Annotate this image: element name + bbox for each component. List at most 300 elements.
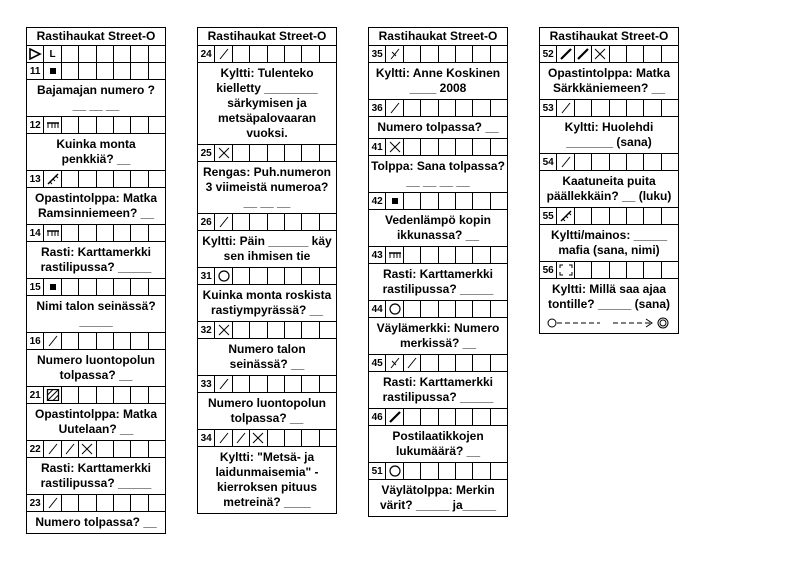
slash-icon: [386, 100, 403, 116]
slash-slash-cross-icon: [233, 430, 250, 446]
empty-cell: [114, 63, 131, 79]
control-question: Kyltti: Huolehdi _______ (sana): [540, 117, 678, 154]
control-number: 34: [198, 430, 215, 446]
control-question: Kuinka monta penkkiä? __: [27, 134, 165, 171]
empty-cell: [131, 333, 148, 349]
empty-cell: [114, 441, 131, 457]
empty-cell: [302, 376, 319, 392]
control-question: Bajamajan numero ? __ __ __: [27, 80, 165, 117]
cross-icon: [386, 139, 403, 155]
empty-cell: [421, 247, 438, 263]
empty-cell: [644, 154, 661, 170]
empty-cell: [62, 333, 79, 349]
control-number: 51: [369, 463, 386, 479]
control-row: [369, 139, 507, 156]
control-number: 31: [198, 268, 215, 284]
empty-cell: [131, 117, 148, 133]
empty-cell: [250, 145, 267, 161]
control-row: [369, 355, 507, 372]
control-number: 42: [369, 193, 386, 209]
empty-cell: [627, 154, 644, 170]
empty-cell: [97, 63, 114, 79]
empty-cell: [473, 355, 490, 371]
control-question: Tolppa: Sana tolpassa? __ __ __ __: [369, 156, 507, 193]
start-triangle-icon: [27, 46, 44, 62]
empty-cell: [62, 117, 79, 133]
empty-cell: [473, 46, 490, 62]
empty-cell: [149, 495, 165, 511]
empty-cell: [439, 355, 456, 371]
control-row: [369, 100, 507, 117]
slash-slash-cross-icon: [79, 441, 96, 457]
empty-cell: [114, 225, 131, 241]
bold-slash-icon: [386, 409, 403, 425]
empty-cell: [302, 322, 319, 338]
slash-icon: [215, 214, 232, 230]
control-row: [27, 333, 165, 350]
bold-slash-slash-cross-icon: [592, 46, 609, 62]
control-row: [27, 279, 165, 296]
control-question: Kyltti: Päin ______ käy sen ihmisen tie: [198, 231, 336, 268]
empty-cell: [250, 376, 267, 392]
crossed-slash-icon: [386, 46, 403, 62]
empty-cell: [79, 495, 96, 511]
empty-cell: [302, 145, 319, 161]
empty-cell: [79, 279, 96, 295]
empty-cell: [439, 193, 456, 209]
empty-cell: [131, 387, 148, 403]
empty-cell: [79, 333, 96, 349]
empty-cell: [456, 247, 473, 263]
empty-cell: [268, 322, 285, 338]
empty-cell: [421, 355, 438, 371]
card-title: Rastihaukat Street-O: [369, 28, 507, 46]
empty-cell: [131, 171, 148, 187]
circle-icon: [215, 268, 232, 284]
empty-cell: [404, 409, 421, 425]
control-question: Rasti: Karttamerkki rastilipussa? _____: [27, 458, 165, 495]
empty-cell: [149, 441, 165, 457]
control-number: 12: [27, 117, 44, 133]
empty-cell: [97, 225, 114, 241]
control-question: Väylätolppa: Merkin värit? _____ ja_____: [379, 483, 497, 512]
empty-cell: [131, 495, 148, 511]
control-row: [198, 268, 336, 285]
empty-cell: [404, 193, 421, 209]
slash-icon: [215, 46, 232, 62]
slash-slash-cross-icon: [215, 430, 232, 446]
empty-cell: [62, 225, 79, 241]
empty-cell: [79, 63, 96, 79]
bench-icon: [44, 117, 61, 133]
control-number: 24: [198, 46, 215, 62]
empty-cell: [575, 100, 592, 116]
empty-cell: [575, 262, 592, 278]
stairs-icon: [44, 171, 61, 187]
empty-cell: [62, 63, 79, 79]
empty-cell: [62, 171, 79, 187]
empty-cell: [627, 100, 644, 116]
empty-cell: [404, 247, 421, 263]
empty-cell: [404, 139, 421, 155]
empty-cell: [421, 409, 438, 425]
square-icon: [44, 279, 61, 295]
control-question: Rengas: Puh.numeron 3 viimeistä numeroa? __ __ __: [198, 162, 336, 214]
control-row: [198, 46, 336, 63]
control-number: 45: [369, 355, 386, 371]
empty-cell: [97, 171, 114, 187]
empty-cell: [285, 322, 302, 338]
bench-icon: [386, 247, 403, 263]
control-question: Opastintolppa: Matka Uutelaan? __: [27, 404, 165, 441]
card-title: Rastihaukat Street-O: [27, 28, 165, 46]
slash-icon: [44, 333, 61, 349]
empty-cell: [491, 100, 507, 116]
start-label: L: [44, 46, 61, 62]
control-number: 52: [540, 46, 557, 62]
empty-cell: [456, 193, 473, 209]
control-row: [540, 46, 678, 63]
control-number: 55: [540, 208, 557, 224]
card-column-3: [368, 27, 508, 517]
circle-icon: [386, 301, 403, 317]
control-row: [369, 409, 507, 426]
empty-cell: [97, 117, 114, 133]
empty-cell: [302, 268, 319, 284]
control-question: Postilaatikkojen lukumäärä? __: [369, 426, 507, 463]
slash-icon: [44, 495, 61, 511]
empty-cell: [456, 355, 473, 371]
empty-cell: [662, 262, 678, 278]
empty-cell: [320, 46, 336, 62]
control-number: 13: [27, 171, 44, 187]
empty-cell: [131, 63, 148, 79]
empty-cell: [439, 100, 456, 116]
circle-dash-icon: [545, 317, 605, 332]
control-number: 56: [540, 262, 557, 278]
slash-slash-cross-icon: [250, 430, 267, 446]
empty-cell: [627, 208, 644, 224]
empty-cell: [439, 46, 456, 62]
empty-cell: [131, 441, 148, 457]
empty-cell: [320, 145, 336, 161]
control-row: [27, 171, 165, 188]
empty-cell: [97, 333, 114, 349]
empty-cell: [233, 46, 250, 62]
empty-cell: [268, 376, 285, 392]
empty-cell: [404, 301, 421, 317]
empty-cell: [97, 441, 114, 457]
empty-cell: [491, 409, 507, 425]
control-number: 35: [369, 46, 386, 62]
empty-cell: [149, 63, 165, 79]
control-question: Väylämerkki: Numero merkissä? __: [369, 318, 507, 355]
empty-cell: [575, 154, 592, 170]
empty-cell: [320, 268, 336, 284]
empty-cell: [491, 193, 507, 209]
card-title: Rastihaukat Street-O: [198, 28, 336, 46]
control-number: 14: [27, 225, 44, 241]
control-row: [540, 208, 678, 225]
control-question: Numero talon seinässä? __: [198, 339, 336, 376]
card-title: Rastihaukat Street-O: [540, 28, 678, 46]
empty-cell: [79, 117, 96, 133]
control-question: Kuinka monta roskista rastiympyrässä? __: [198, 285, 336, 322]
square-icon: [44, 63, 61, 79]
control-row: [198, 430, 336, 447]
empty-cell: [610, 100, 627, 116]
empty-cell: [421, 463, 438, 479]
control-row: [540, 154, 678, 171]
empty-cell: [592, 208, 609, 224]
empty-cell: [79, 225, 96, 241]
control-question: Numero luontopolun tolpassa? __: [198, 393, 336, 430]
slash-slash-cross-icon: [62, 441, 79, 457]
empty-cell: [491, 301, 507, 317]
empty-cell: [473, 301, 490, 317]
empty-cell: [285, 46, 302, 62]
empty-cell: [491, 46, 507, 62]
empty-cell: [456, 409, 473, 425]
empty-cell: [662, 46, 678, 62]
control-number: 22: [27, 441, 44, 457]
empty-cell: [473, 463, 490, 479]
control-question: Rasti: Karttamerkki rastilipussa? _____: [369, 264, 507, 301]
empty-cell: [456, 139, 473, 155]
control-row: [27, 225, 165, 242]
control-row: [369, 301, 507, 318]
control-question: Kyltti/mainos: _____ mafia (sana, nimi): [540, 225, 678, 262]
empty-cell: [285, 376, 302, 392]
empty-cell: [473, 139, 490, 155]
empty-cell: [302, 214, 319, 230]
empty-cell: [662, 208, 678, 224]
control-number: 11: [27, 63, 44, 79]
empty-cell: [662, 154, 678, 170]
empty-cell: [421, 139, 438, 155]
corners-icon: [557, 262, 574, 278]
control-row: [27, 63, 165, 80]
card-column-4: [539, 27, 679, 334]
control-question: Rasti: Karttamerkki rastilipussa? _____: [369, 372, 507, 409]
square-icon: [386, 193, 403, 209]
empty-cell: [149, 279, 165, 295]
arrow-double-circle-icon: [613, 317, 673, 332]
empty-cell: [421, 193, 438, 209]
control-row: [369, 463, 507, 480]
control-number: 26: [198, 214, 215, 230]
empty-cell: [285, 430, 302, 446]
empty-cell: [97, 279, 114, 295]
card-column-2: [197, 27, 337, 514]
empty-cell: [491, 355, 507, 371]
control-row: [27, 387, 165, 404]
empty-cell: [473, 100, 490, 116]
empty-cell: [473, 409, 490, 425]
empty-cell: [131, 279, 148, 295]
crossed-slash-slash-icon: [404, 355, 421, 371]
empty-cell: [439, 247, 456, 263]
slash-icon: [215, 376, 232, 392]
empty-cell: [320, 430, 336, 446]
control-row: [369, 247, 507, 264]
empty-cell: [149, 171, 165, 187]
empty-cell: [404, 463, 421, 479]
empty-cell: [456, 301, 473, 317]
control-number: 54: [540, 154, 557, 170]
control-question: Opastintolppa: Matka Särkkäniemeen? __: [540, 63, 678, 100]
control-row: [27, 441, 165, 458]
empty-cell: [473, 193, 490, 209]
empty-cell: [439, 301, 456, 317]
empty-cell: [149, 333, 165, 349]
bench-icon: [44, 225, 61, 241]
empty-cell: [320, 214, 336, 230]
empty-cell: [233, 214, 250, 230]
slash-slash-cross-icon: [44, 441, 61, 457]
control-number: 16: [27, 333, 44, 349]
control-number: 33: [198, 376, 215, 392]
empty-cell: [456, 100, 473, 116]
control-row: [369, 46, 507, 63]
empty-cell: [114, 171, 131, 187]
empty-cell: [114, 279, 131, 295]
control-question: Numero tolpassa? __: [35, 515, 157, 529]
control-question: Kyltti: "Metsä- ja laidunmaisemia" -kierroksen pituus metreinä? ____: [215, 450, 319, 509]
empty-cell: [285, 214, 302, 230]
circle-icon: [386, 463, 403, 479]
control-row: [198, 376, 336, 393]
control-question: Numero luontopolun tolpassa? __: [27, 350, 165, 387]
slash-icon: [557, 154, 574, 170]
empty-cell: [592, 100, 609, 116]
control-row: [27, 117, 165, 134]
control-question: Kyltti: Anne Koskinen ____ 2008: [369, 63, 507, 100]
empty-cell: [320, 376, 336, 392]
hatched-square-icon: [44, 387, 61, 403]
empty-cell: [302, 46, 319, 62]
empty-cell: [644, 208, 661, 224]
empty-cell: [592, 154, 609, 170]
control-question: Opastintolppa: Matka Ramsinniemeen? __: [27, 188, 165, 225]
empty-cell: [149, 387, 165, 403]
empty-cell: [627, 262, 644, 278]
control-number: 36: [369, 100, 386, 116]
empty-cell: [439, 463, 456, 479]
empty-cell: [662, 100, 678, 116]
control-number: 32: [198, 322, 215, 338]
control-number: 15: [27, 279, 44, 295]
empty-cell: [610, 262, 627, 278]
empty-cell: [79, 387, 96, 403]
control-number: 53: [540, 100, 557, 116]
control-row: [198, 214, 336, 231]
cross-icon: [215, 322, 232, 338]
empty-cell: [79, 171, 96, 187]
empty-cell: [491, 247, 507, 263]
control-question: Numero tolpassa? __: [369, 117, 507, 139]
empty-cell: [644, 262, 661, 278]
empty-cell: [320, 322, 336, 338]
empty-cell: [421, 301, 438, 317]
empty-cell: [250, 268, 267, 284]
empty-cell: [233, 268, 250, 284]
empty-cell: [627, 46, 644, 62]
empty-cell: [114, 495, 131, 511]
empty-cell: [268, 430, 285, 446]
empty-cell: [233, 145, 250, 161]
empty-cell: [610, 46, 627, 62]
control-question: Kyltti: Millä saa ajaa tontille? _____ (sana): [547, 282, 671, 311]
empty-cell: [62, 279, 79, 295]
empty-cell: [250, 214, 267, 230]
empty-cell: [644, 100, 661, 116]
empty-cell: [491, 139, 507, 155]
empty-cell: [233, 322, 250, 338]
empty-cell: [62, 387, 79, 403]
empty-cell: [285, 145, 302, 161]
control-number: 21: [27, 387, 44, 403]
control-row: [540, 100, 678, 117]
empty-cell: [97, 387, 114, 403]
control-question: Vedenlämpö kopin ikkunassa? __: [369, 210, 507, 247]
empty-cell: [456, 46, 473, 62]
control-number: 23: [27, 495, 44, 511]
empty-cell: [268, 145, 285, 161]
stairs-icon: [557, 208, 574, 224]
empty-cell: [439, 409, 456, 425]
slash-icon: [557, 100, 574, 116]
bold-slash-slash-cross-icon: [575, 46, 592, 62]
empty-cell: [491, 463, 507, 479]
cross-icon: [215, 145, 232, 161]
empty-cell: [149, 225, 165, 241]
control-number: 46: [369, 409, 386, 425]
empty-cell: [302, 430, 319, 446]
empty-cell: [114, 333, 131, 349]
empty-cell: [404, 100, 421, 116]
control-row: [198, 322, 336, 339]
empty-cell: [285, 268, 302, 284]
empty-cell: [268, 214, 285, 230]
control-number: 44: [369, 301, 386, 317]
control-question: Rasti: Karttamerkki rastilipussa? _____: [27, 242, 165, 279]
empty-cell: [592, 262, 609, 278]
card-column-1: [26, 27, 166, 534]
empty-cell: [131, 225, 148, 241]
control-row: [198, 145, 336, 162]
empty-cell: [149, 117, 165, 133]
empty-cell: [439, 139, 456, 155]
empty-cell: [421, 100, 438, 116]
control-row: [540, 262, 678, 279]
empty-cell: [250, 46, 267, 62]
control-row: [369, 193, 507, 210]
empty-cell: [473, 247, 490, 263]
empty-cell: [114, 387, 131, 403]
empty-cell: [97, 495, 114, 511]
empty-cell: [62, 495, 79, 511]
control-question: Kyltti: Tulenteko kielletty ________ särkymisen ja metsäpalovaaran vuoksi.: [198, 63, 336, 145]
empty-cell: [575, 208, 592, 224]
control-number: 43: [369, 247, 386, 263]
empty-cell: [114, 117, 131, 133]
bold-slash-slash-cross-icon: [557, 46, 574, 62]
empty-cell: [233, 376, 250, 392]
empty-cell: [644, 46, 661, 62]
control-number: 41: [369, 139, 386, 155]
control-question: Nimi talon seinässä? _____: [27, 296, 165, 333]
